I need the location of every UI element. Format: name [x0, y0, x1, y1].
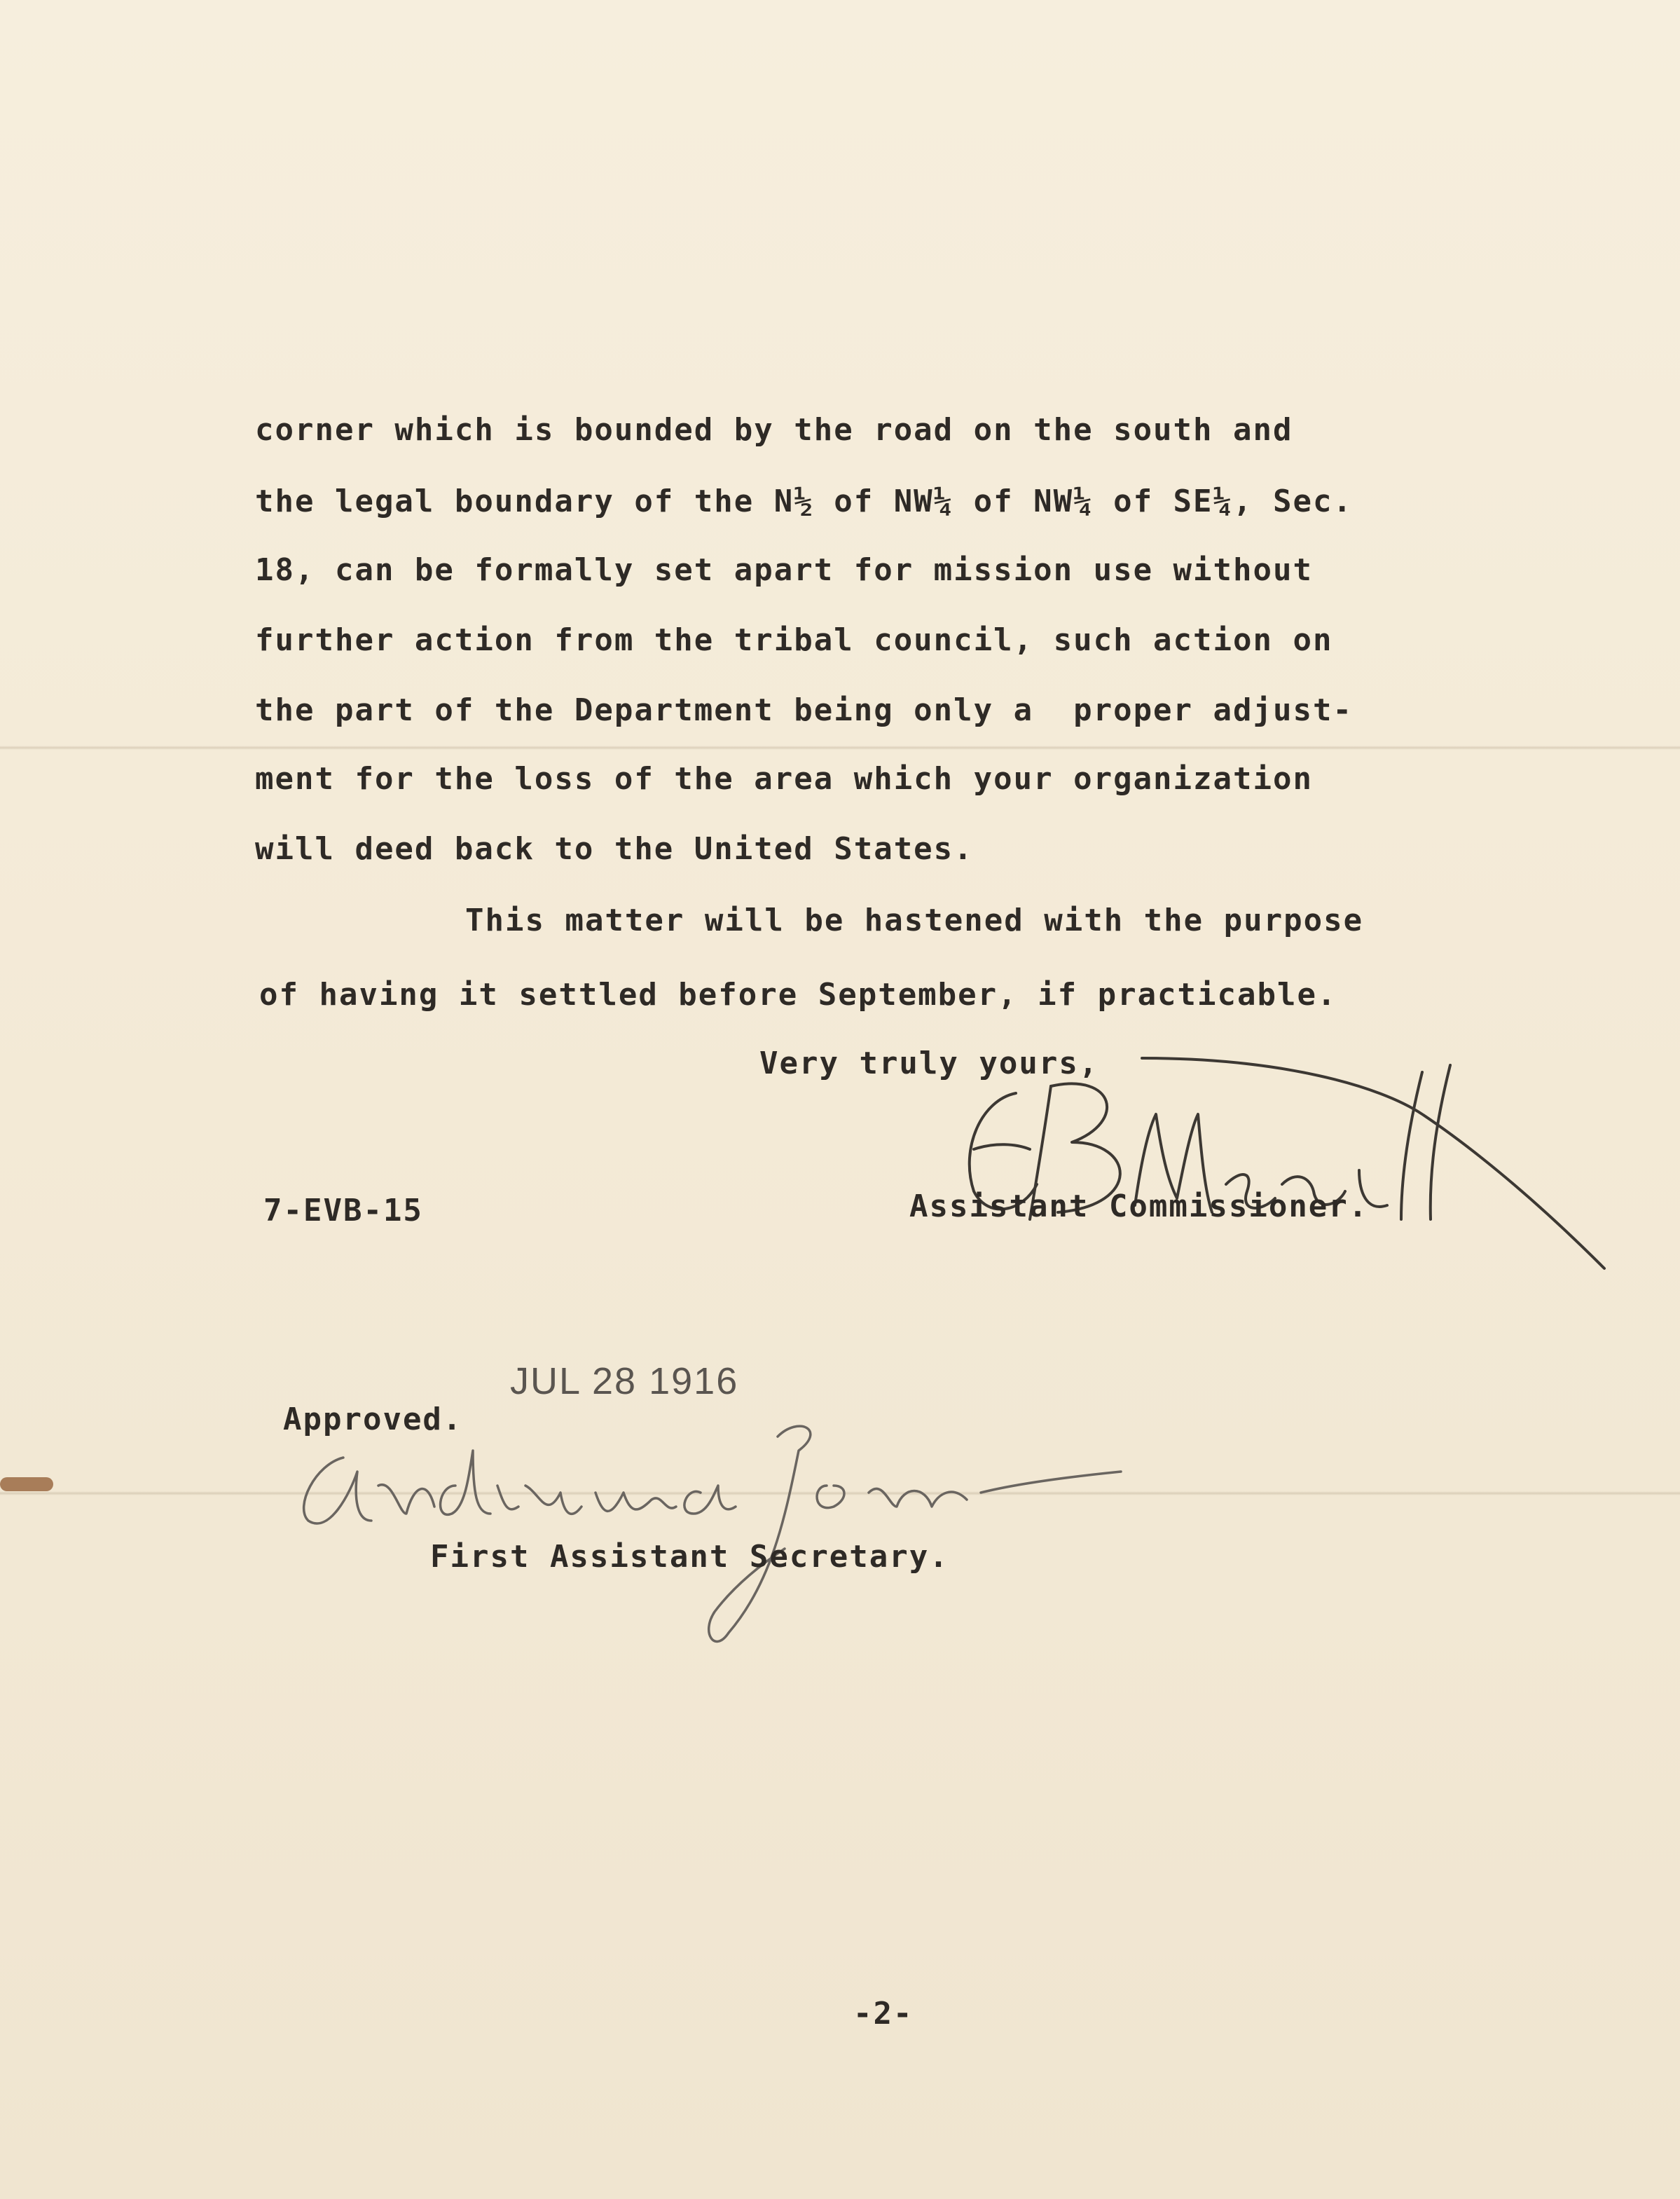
body-line: This matter will be hastened with the purpose: [465, 903, 1364, 938]
file-code: 7-EVB-15: [263, 1193, 423, 1228]
body-line: ment for the loss of the area which your organization: [255, 761, 1313, 797]
body-line: will deed back to the United States.: [255, 831, 974, 867]
body-line: corner which is bounded by the road on the south and: [255, 412, 1293, 448]
paper-fold-line: [0, 746, 1680, 750]
approved-label: Approved.: [283, 1402, 463, 1437]
body-line: further action from the tribal council, such action on: [255, 622, 1333, 658]
closing: Very truly yours,: [759, 1046, 1099, 1081]
paper-stain: [0, 1477, 53, 1491]
approval-date-stamp: JUL 28 1916: [510, 1360, 739, 1402]
page-number: -2-: [853, 1996, 914, 2032]
commissioner-title: Assistant Commissioner.: [909, 1188, 1369, 1224]
secretary-title: First Assistant Secretary.: [430, 1539, 949, 1575]
paper-fold-line: [0, 1491, 1680, 1495]
body-line: of having it settled before September, if practicable.: [259, 977, 1337, 1013]
body-line: the part of the Department being only a proper adjust-: [255, 692, 1353, 728]
secretary-signature: [294, 1409, 1198, 1661]
body-line: the legal boundary of the N½ of NW¼ of NW¼ of SE¼, Sec.: [255, 484, 1353, 519]
body-line: 18, can be formally set apart for mission use without: [255, 552, 1313, 588]
